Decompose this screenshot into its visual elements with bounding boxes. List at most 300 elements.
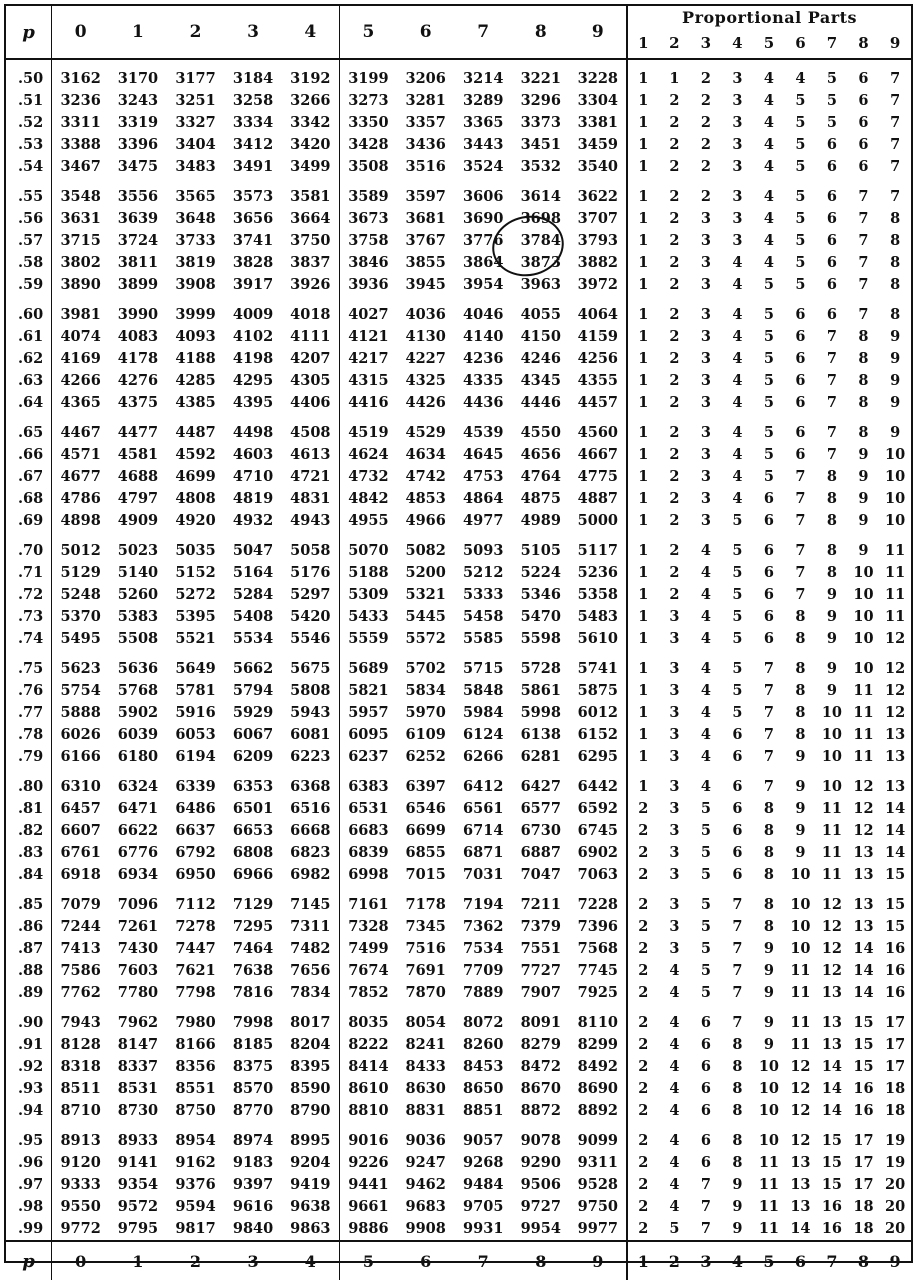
mantissa-cell: 3972 [570, 274, 628, 296]
mantissa-cell: 4539 [463, 424, 504, 441]
proportional-part-cell: 6 [763, 512, 774, 529]
mantissa-cell: 4111 [282, 326, 340, 348]
mantissa-cell: 9354 [117, 1176, 159, 1193]
mantissa-cell: 5470 [520, 608, 561, 625]
mantissa-cell: 4842 [348, 490, 389, 507]
p-value-cell: .68 [6, 488, 52, 510]
proportional-part-cell: 4 [763, 254, 774, 271]
proportional-part-cell: 3 [732, 136, 743, 153]
table-row [6, 960, 911, 982]
proportional-part-cell: 12 [885, 660, 906, 677]
main-column-header: 7 [454, 6, 512, 59]
proportional-part-cell: 1 [638, 136, 649, 153]
mantissa-cell: 3357 [405, 114, 446, 131]
mantissa-cell: 7015 [405, 866, 446, 883]
p-value-cell: .64 [6, 392, 52, 414]
proportional-part-cell: 3 [700, 424, 711, 441]
mantissa-cell: 3475 [117, 158, 159, 175]
mantissa-cell: 5623 [60, 660, 101, 677]
table-row [6, 178, 911, 208]
proportional-part-cell: 19 [885, 1154, 906, 1171]
proportional-part-cell: 1 [638, 188, 649, 205]
mantissa-cell: 7447 [175, 940, 216, 957]
mantissa-cell: 3467 [60, 158, 101, 175]
mantissa-cell: 8730 [117, 1102, 159, 1119]
proportional-part-cell: 12 [821, 896, 843, 913]
mantissa-cell: 3648 [175, 210, 216, 227]
mantissa-cell: 6166 [60, 748, 101, 765]
proportional-part-cell: 8 [763, 918, 774, 935]
mantissa-cell: 6531 [348, 800, 389, 817]
proportional-part-cell: 8 [890, 276, 901, 293]
proportional-part-cell: 9 [858, 446, 869, 463]
proportional-part-cell: 20 [885, 1198, 906, 1215]
header-row-top [6, 6, 911, 28]
proportional-part-cell: 13 [821, 984, 843, 1001]
mantissa-cell: 5483 [570, 606, 628, 628]
proportional-part-cell: 4 [763, 188, 774, 205]
mantissa-cell: 8433 [405, 1058, 446, 1075]
proportional-part-cell: 8 [732, 1132, 743, 1149]
mantissa-cell: 4887 [570, 488, 628, 510]
p-value-cell: .56 [6, 208, 52, 230]
table-row [6, 680, 911, 702]
mantissa-cell: 3499 [282, 156, 340, 178]
proportional-part-cell: 8 [763, 896, 774, 913]
proportional-part-cell: 11 [758, 1220, 779, 1237]
mantissa-cell: 8091 [520, 1014, 561, 1031]
mantissa-cell: 5433 [348, 608, 389, 625]
mantissa-cell: 4864 [463, 490, 504, 507]
proportional-part-cell: 1 [638, 254, 649, 271]
mantissa-cell: 8954 [175, 1132, 216, 1149]
mantissa-cell: 8570 [232, 1080, 274, 1097]
proportional-part-cell: 1 [638, 660, 649, 677]
mantissa-cell: 4909 [117, 512, 159, 529]
proportional-part-cell: 5 [732, 704, 743, 721]
proportional-part-cell: 15 [821, 1154, 843, 1171]
proportional-part-cell: 6 [700, 1132, 711, 1149]
mantissa-cell: 4624 [348, 446, 389, 463]
mantissa-cell: 5781 [175, 682, 216, 699]
mantissa-cell: 7328 [348, 918, 389, 935]
proportional-part-cell: 2 [638, 1036, 649, 1053]
mantissa-cell: 6266 [463, 748, 504, 765]
proportional-part-cell: 1 [638, 92, 649, 109]
proportional-part-cell: 18 [885, 1080, 906, 1097]
proportional-part-cell: 5 [795, 114, 806, 131]
mantissa-cell: 9376 [175, 1176, 216, 1193]
mantissa-cell: 9594 [175, 1198, 216, 1215]
proportional-part-cell: 2 [638, 844, 649, 861]
mantissa-cell: 3420 [282, 134, 340, 156]
proportional-part-cell: 13 [885, 726, 906, 743]
mantissa-cell: 4093 [175, 328, 216, 345]
p-value-cell: .61 [6, 326, 52, 348]
proportional-part-cell: 5 [826, 92, 837, 109]
mantissa-cell: 4074 [60, 328, 101, 345]
mantissa-cell: 6397 [405, 778, 446, 795]
proportional-part-cell: 16 [885, 940, 906, 957]
proportional-part-cell: 3 [669, 630, 680, 647]
proportional-part-cell: 8 [732, 1154, 743, 1171]
proportional-part-cell: 4 [732, 446, 743, 463]
mantissa-cell: 8279 [520, 1036, 561, 1053]
proportional-part-cell: 15 [885, 918, 906, 935]
mantissa-cell: 9638 [282, 1196, 340, 1218]
table-row [6, 230, 911, 252]
proportional-part-cell: 9 [858, 542, 869, 559]
mantissa-cell: 4529 [405, 424, 446, 441]
mantissa-cell: 9204 [282, 1152, 340, 1174]
proportional-part-cell: 5 [763, 424, 774, 441]
proportional-part-cell: 5 [732, 542, 743, 559]
mantissa-cell: 5176 [282, 562, 340, 584]
proportional-part-cell: 3 [732, 232, 743, 249]
mantissa-cell: 4140 [463, 328, 504, 345]
mantissa-cell: 4416 [348, 394, 389, 411]
mantissa-cell: 4477 [117, 424, 159, 441]
proportional-part-cell: 5 [732, 586, 743, 603]
mantissa-cell: 9683 [405, 1198, 446, 1215]
mantissa-cell: 7178 [405, 896, 446, 913]
proportional-part-cell: 7 [732, 984, 743, 1001]
mantissa-cell: 3296 [520, 92, 561, 109]
proportional-part-cell: 2 [669, 114, 680, 131]
proportional-part-cell: 7 [826, 350, 837, 367]
proportional-part-cell: 6 [763, 586, 774, 603]
mantissa-cell: 4365 [60, 394, 101, 411]
mantissa-cell: 7674 [348, 962, 389, 979]
proportional-part-cell: 1 [638, 424, 649, 441]
table-row [6, 208, 911, 230]
mantissa-cell: 5875 [570, 680, 628, 702]
proportional-part-cell: 3 [700, 328, 711, 345]
antilogarithm-table-page [4, 4, 913, 1272]
table-row [6, 90, 911, 112]
table-row [6, 628, 911, 650]
mantissa-cell: 5188 [348, 564, 389, 581]
proportional-part-cell: 6 [795, 372, 806, 389]
mantissa-cell: 5741 [570, 650, 628, 680]
mantissa-cell: 6053 [175, 726, 216, 743]
mantissa-cell: 9977 [570, 1218, 628, 1241]
table-row [6, 466, 911, 488]
mantissa-cell: 4236 [463, 350, 504, 367]
mantissa-cell: 7079 [60, 896, 101, 913]
proportional-part-cell: 9 [890, 424, 901, 441]
mantissa-cell: 5272 [175, 586, 216, 603]
proportional-part-cell: 9 [826, 660, 837, 677]
proportional-part-cell: 7 [763, 778, 774, 795]
mantissa-cell: 5768 [117, 682, 159, 699]
mantissa-cell: 5093 [463, 542, 504, 559]
proportional-part-cell: 5 [763, 372, 774, 389]
proportional-part-cell: 5 [763, 446, 774, 463]
proportional-part-cell: 8 [795, 608, 806, 625]
mantissa-cell: 4603 [232, 446, 274, 463]
main-column-header: 1 [109, 6, 167, 59]
mantissa-cell: 6637 [175, 822, 216, 839]
mantissa-cell: 3162 [60, 70, 101, 87]
proportional-part-cell: 15 [853, 1036, 874, 1053]
pp-column-header: 1 [627, 28, 659, 59]
mantissa-cell: 5943 [282, 702, 340, 724]
proportional-part-cell: 1 [638, 704, 649, 721]
proportional-part-cell: 5 [795, 92, 806, 109]
proportional-part-cell: 5 [763, 468, 774, 485]
mantissa-cell: 7798 [175, 984, 216, 1001]
proportional-part-cell: 2 [669, 424, 680, 441]
proportional-part-cell: 14 [853, 940, 874, 957]
proportional-part-cell: 7 [858, 276, 869, 293]
mantissa-cell: 4345 [520, 372, 561, 389]
proportional-part-cell: 8 [858, 350, 869, 367]
mantissa-cell: 7464 [232, 940, 274, 957]
mantissa-cell: 5534 [232, 630, 274, 647]
mantissa-cell: 7603 [117, 962, 159, 979]
proportional-part-cell: 4 [700, 660, 711, 677]
mantissa-cell: 3908 [175, 276, 216, 293]
proportional-part-cell: 6 [732, 866, 743, 883]
mantissa-cell: 9550 [60, 1198, 101, 1215]
proportional-part-cell: 7 [795, 542, 806, 559]
proportional-part-cell: 16 [885, 984, 906, 1001]
mantissa-cell: 3289 [463, 92, 504, 109]
proportional-part-cell: 7 [890, 188, 901, 205]
mantissa-cell: 9162 [175, 1154, 216, 1171]
proportional-part-cell: 4 [669, 1058, 680, 1075]
mantissa-cell: 3707 [570, 208, 628, 230]
mantissa-cell: 4487 [175, 424, 216, 441]
pp-column-footer: 8 [848, 1241, 880, 1280]
p-value-cell: .57 [6, 230, 52, 252]
proportional-part-cell: 8 [858, 424, 869, 441]
mantissa-cell: 9016 [348, 1132, 389, 1149]
proportional-part-cell: 5 [700, 800, 711, 817]
mantissa-cell: 6966 [232, 866, 274, 883]
proportional-part-cell: 16 [885, 962, 906, 979]
mantissa-cell: 6934 [117, 866, 159, 883]
proportional-part-cell: 11 [790, 1014, 811, 1031]
proportional-part-cell: 9 [826, 586, 837, 603]
proportional-part-cell: 8 [732, 1080, 743, 1097]
proportional-part-cell: 6 [858, 92, 869, 109]
mantissa-cell: 3170 [117, 70, 159, 87]
mantissa-cell: 8204 [282, 1034, 340, 1056]
proportional-part-cell: 14 [821, 1058, 843, 1075]
mantissa-cell: 6792 [175, 844, 216, 861]
proportional-part-cell: 2 [638, 1014, 649, 1031]
mantissa-cell: 6745 [570, 820, 628, 842]
proportional-part-cell: 11 [758, 1176, 779, 1193]
mantissa-cell: 6209 [232, 748, 274, 765]
mantissa-cell: 8872 [520, 1102, 561, 1119]
mantissa-cell: 7379 [520, 918, 561, 935]
main-column-header: 2 [167, 6, 225, 59]
mantissa-cell: 4764 [520, 468, 561, 485]
mantissa-cell: 5508 [117, 630, 159, 647]
proportional-part-cell: 3 [732, 92, 743, 109]
table-row [6, 1056, 911, 1078]
main-column-footer: 6 [397, 1241, 455, 1280]
mantissa-cell: 4198 [232, 350, 274, 367]
mantissa-cell: 4875 [520, 490, 561, 507]
proportional-part-cell: 2 [638, 822, 649, 839]
proportional-part-cell: 6 [795, 446, 806, 463]
proportional-part-cell: 7 [795, 564, 806, 581]
proportional-part-cell: 6 [858, 114, 869, 131]
proportional-part-cell: 20 [885, 1176, 906, 1193]
mantissa-cell: 7621 [175, 962, 216, 979]
table-row [6, 156, 911, 178]
mantissa-cell: 7047 [520, 866, 561, 883]
mantissa-cell: 3724 [117, 232, 159, 249]
mantissa-cell: 4645 [463, 446, 504, 463]
proportional-part-cell: 14 [790, 1220, 811, 1237]
proportional-part-cell: 10 [821, 704, 843, 721]
proportional-part-cell: 10 [790, 866, 811, 883]
mantissa-cell: 3656 [232, 210, 274, 227]
mantissa-cell: 6281 [520, 748, 561, 765]
proportional-part-cell: 18 [853, 1198, 874, 1215]
proportional-part-cell: 2 [700, 92, 711, 109]
proportional-part-cell: 14 [853, 962, 874, 979]
mantissa-cell: 4036 [405, 306, 446, 323]
proportional-part-cell: 6 [700, 1058, 711, 1075]
mantissa-cell: 5248 [60, 586, 101, 603]
proportional-part-cell: 5 [795, 276, 806, 293]
mantissa-cell: 3639 [117, 210, 159, 227]
proportional-part-cell: 7 [826, 394, 837, 411]
mantissa-cell: 7638 [232, 962, 274, 979]
mantissa-cell: 4920 [175, 512, 216, 529]
main-column-header: 0 [52, 6, 110, 59]
mantissa-cell: 4571 [60, 446, 101, 463]
proportional-part-cell: 1 [638, 210, 649, 227]
proportional-part-cell: 11 [885, 564, 906, 581]
mantissa-cell: 3532 [520, 158, 561, 175]
mantissa-cell: 9840 [232, 1220, 274, 1237]
proportional-part-cell: 8 [826, 564, 837, 581]
mantissa-cell: 4581 [117, 446, 159, 463]
proportional-part-cell: 10 [790, 918, 811, 935]
mantissa-cell: 6026 [60, 726, 101, 743]
p-value-cell: .65 [6, 414, 52, 444]
proportional-part-cell: 6 [700, 1154, 711, 1171]
proportional-part-cell: 3 [700, 512, 711, 529]
mantissa-cell: 6808 [232, 844, 274, 861]
mantissa-cell: 5023 [117, 542, 159, 559]
mantissa-cell: 3664 [282, 208, 340, 230]
proportional-part-cell: 12 [790, 1058, 811, 1075]
proportional-part-cell: 11 [821, 844, 843, 861]
mantissa-cell: 3334 [232, 114, 274, 131]
p-value-cell: .81 [6, 798, 52, 820]
mantissa-cell: 3855 [405, 254, 446, 271]
p-value-cell: .89 [6, 982, 52, 1004]
mantissa-cell: 4710 [232, 468, 274, 485]
proportional-part-cell: 6 [826, 232, 837, 249]
proportional-part-cell: 8 [732, 1102, 743, 1119]
p-value-cell: .72 [6, 584, 52, 606]
mantissa-cell: 7145 [282, 886, 340, 916]
mantissa-cell: 4989 [520, 512, 561, 529]
mantissa-cell: 9036 [405, 1132, 446, 1149]
mantissa-cell: 3459 [570, 134, 628, 156]
proportional-part-cell: 12 [821, 962, 843, 979]
proportional-part-cell: 9 [795, 844, 806, 861]
mantissa-cell: 9183 [232, 1154, 274, 1171]
p-value-cell: .58 [6, 252, 52, 274]
proportional-part-cell: 7 [763, 682, 774, 699]
mantissa-cell: 4753 [463, 468, 504, 485]
proportional-part-cell: 7 [890, 136, 901, 153]
mantissa-cell: 3258 [232, 92, 274, 109]
proportional-part-cell: 6 [826, 210, 837, 227]
proportional-part-cell: 12 [790, 1080, 811, 1097]
mantissa-cell: 7534 [463, 940, 504, 957]
mantissa-cell: 4677 [60, 468, 101, 485]
proportional-part-cell: 10 [885, 468, 906, 485]
p-value-cell: .86 [6, 916, 52, 938]
mantissa-cell: 4315 [348, 372, 389, 389]
mantissa-cell: 9661 [348, 1198, 389, 1215]
mantissa-cell: 3926 [282, 274, 340, 296]
proportional-part-cell: 4 [763, 136, 774, 153]
mantissa-cell: 6471 [117, 800, 159, 817]
mantissa-cell: 4943 [282, 510, 340, 532]
proportional-part-cell: 6 [763, 564, 774, 581]
mantissa-cell: 4046 [463, 306, 504, 323]
proportional-part-cell: 6 [700, 1080, 711, 1097]
mantissa-cell: 8511 [60, 1080, 101, 1097]
table-body [6, 59, 911, 1241]
proportional-part-cell: 7 [763, 660, 774, 677]
proportional-part-cell: 7 [700, 1220, 711, 1237]
proportional-part-cell: 1 [638, 682, 649, 699]
mantissa-cell: 8318 [60, 1058, 101, 1075]
mantissa-cell: 4375 [117, 394, 159, 411]
proportional-part-cell: 6 [763, 608, 774, 625]
proportional-part-cell: 4 [669, 1198, 680, 1215]
mantissa-cell: 5458 [463, 608, 504, 625]
mantissa-cell: 7727 [520, 962, 561, 979]
mantissa-cell: 4150 [520, 328, 561, 345]
mantissa-cell: 3342 [282, 112, 340, 134]
proportional-part-cell: 8 [763, 844, 774, 861]
proportional-part-cell: 1 [669, 70, 680, 87]
mantissa-cell: 3673 [348, 210, 389, 227]
pp-column-footer: 5 [753, 1241, 785, 1280]
proportional-part-cell: 2 [669, 254, 680, 271]
table-row [6, 606, 911, 628]
p-value-cell: .69 [6, 510, 52, 532]
p-value-cell: .71 [6, 562, 52, 584]
table-row [6, 1122, 911, 1152]
mantissa-cell: 3733 [175, 232, 216, 249]
mantissa-cell: 9247 [405, 1154, 446, 1171]
proportional-part-cell: 9 [763, 940, 774, 957]
proportional-part-cell: 1 [638, 608, 649, 625]
mantissa-cell: 4977 [463, 512, 504, 529]
proportional-part-cell: 6 [795, 350, 806, 367]
table-row [6, 798, 911, 820]
p-value-cell: .60 [6, 296, 52, 326]
proportional-part-cell: 4 [700, 564, 711, 581]
proportional-part-cell: 7 [795, 512, 806, 529]
proportional-part-cell: 1 [638, 748, 649, 765]
